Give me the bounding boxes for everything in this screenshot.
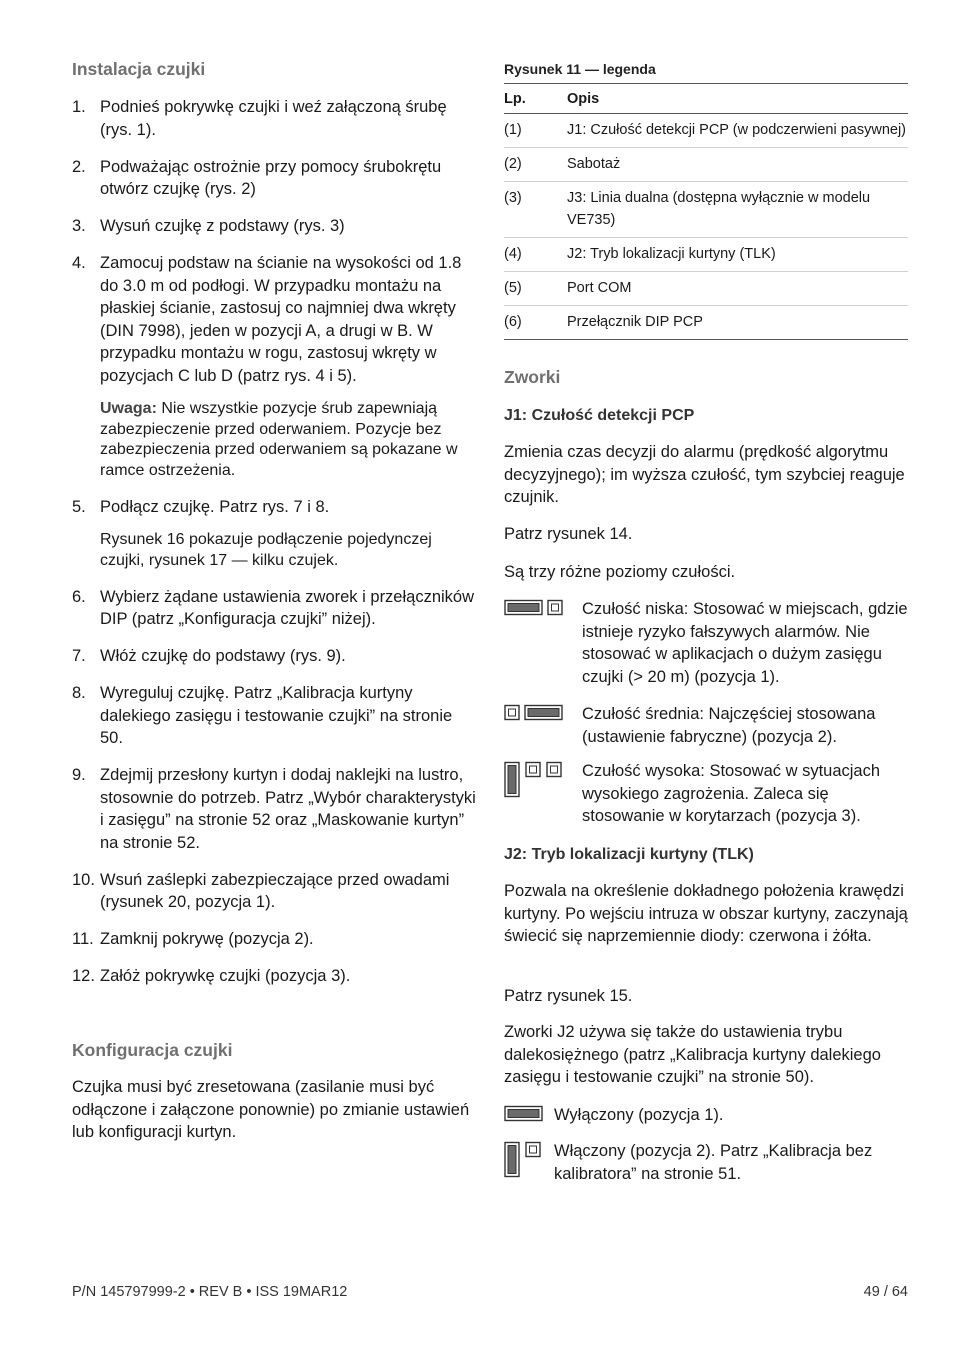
j2-long-range-text: Zworki J2 używa się także do ustawienia trybu dalekosiężnego (patrz „Kalibracja kurtyny dalekiego zasięgu i testowanie czujki” na stronie 50). (504, 1023, 881, 1086)
section-heading-configuration: Konfiguracja czujki (72, 1040, 233, 1060)
mounting-note: Uwaga: Nie wszystkie pozycje śrub zapewniają zabezpieczenie przed oderwaniem. Pozycje bez zabezpieczenia przed oderwaniem są pokazane w ramce ostrzeżenia. (100, 400, 458, 479)
wiring-note: Rysunek 16 pokazuje podłączenie pojedynczej czujki, rysunek 17 — kilku czujek. (100, 531, 432, 569)
j1-option-text: Czułość niska: Stosować w miejscach, gdzie istnieje ryzyko fałszywych alarmów. Nie stosować w aplikacjach o dużym zasięgu czujki (> 20 m) (pozycja 1). (582, 600, 908, 686)
table-header-row (504, 84, 908, 114)
list-item: 2. Podważając ostrożnie przy pomocy śrubokrętu otwórz czujkę (rys. 2) (72, 157, 442, 198)
list-item: 1. Podnieś pokrywkę czujki i weź załączoną śrubę (rys. 1). (72, 98, 447, 139)
j2-description: Pozwala na określenie dokładnego położenia krawędzi kurtyny. Po wejściu intruza w obszar kurtyny, zaczynają świecić się naprzemiennie diody: czerwona i żółta. (504, 882, 908, 945)
list-item: 5. Podłącz czujkę. Patrz rys. 7 i 8. Rysunek 16 pokazuje podłączenie pojedynczej czujki, rysunek 17 — kilku czujek. (72, 496, 476, 572)
jumper-off-icon (504, 1104, 544, 1124)
j1-figure-ref: Patrz rysunek 14. (504, 525, 633, 543)
jumper-low-icon (504, 598, 564, 618)
figure-caption: Rysunek 11 — legenda (504, 61, 656, 77)
table-row: (6) Przełącznik DIP PCP (504, 306, 908, 340)
legend-table (504, 83, 908, 340)
j2-option-text: Wyłączony (pozycja 1). (554, 1106, 724, 1124)
list-item: 6. Wybierz żądane ustawienia zworek i przełączników DIP (patrz „Konfiguracja czujki” niżej). (72, 587, 475, 628)
configuration-text: Czujka musi być zresetowana (zasilanie musi być odłączone i załączone ponownie) po zmianie ustawień lub konfiguracji kurtyn. (72, 1078, 470, 1141)
j2-option-text: Włączony (pozycja 2). Patrz „Kalibracja bez kalibratora” na stronie 51. (554, 1142, 873, 1183)
list-item: 11. Zamknij pokrywę (pozycja 2). (72, 930, 314, 948)
table-row: (1) J1: Czułość detekcji PCP (w podczerwieni pasywnej) (504, 114, 908, 148)
footer-page-number: 49 / 64 (863, 1284, 908, 1300)
list-item: 4. Zamocuj podstaw na ścianie na wysokości od 1.8 do 3.0 m od podłogi. W przypadku montażu na płaskiej ścianie, zastosuj co najmniej dwa wkręty (DIN 7998), jeden w pozycji A, a drugi w B. W przypadku montażu w rogu, zastosuj wkręty w pozycjach C lub D (patrz rys. 4 i 5). Uwaga: Nie wszystkie pozycje śrub zapewniają zabezpieczenie przed oderwaniem. Pozycje bez zabezpieczenia przed oderwaniem są pokazane w ramce ostrzeżenia. (72, 252, 476, 481)
j1-description: Zmienia czas decyzji do alarmu (prędkość algorytmu decyzyjnego); im wyższa czułość, tym szybciej reaguje czujnik. (504, 443, 905, 506)
table-row: (5) Port COM (504, 272, 908, 306)
j1-option-text: Czułość średnia: Najczęściej stosowana (ustawienie fabryczne) (pozycja 2). (582, 705, 876, 746)
j1-levels-intro: Są trzy różne poziomy czułości. (504, 563, 736, 581)
subheading-j2: J2: Tryb lokalizacji kurtyny (TLK) (504, 846, 754, 863)
column-header-number: Lp. (504, 84, 567, 114)
table-row: (4) J2: Tryb lokalizacji kurtyny (TLK) (504, 238, 908, 272)
subheading-j1: J1: Czułość detekcji PCP (504, 407, 695, 424)
list-item: 9. Zdejmij przesłony kurtyn i dodaj naklejki na lustro, stosownie do potrzeb. Patrz „Wybór charakterystyki i zasięgu” na stronie 52 oraz „Maskowanie kurtyn” na stronie 52. (72, 766, 476, 852)
list-item: 10. Wsuń zaślepki zabezpieczające przed owadami (rysunek 20, pozycja 1). (72, 870, 450, 911)
section-heading-jumpers: Zworki (504, 367, 561, 387)
section-heading-installation: Instalacja czujki (72, 59, 206, 79)
jumper-medium-icon (504, 703, 564, 723)
j1-option-text: Czułość wysoka: Stosować w sytuacjach wysokiego zagrożenia. Zaleca się stosowanie w korytarzach (pozycja 3). (582, 762, 881, 825)
table-row: (2) Sabotaż (504, 148, 908, 182)
jumper-on-icon (504, 1140, 544, 1180)
column-header-description: Opis (567, 84, 908, 114)
jumper-high-icon (504, 760, 564, 800)
footer-part-number: P/N 145797999-2 • REV B • ISS 19MAR12 (72, 1284, 348, 1300)
table-row: (3) J3: Linia dualna (dostępna wyłącznie w modelu VE735) (504, 182, 908, 238)
list-item: 7. Włóż czujkę do podstawy (rys. 9). (72, 647, 346, 665)
installation-steps (72, 96, 476, 1002)
list-item: 8. Wyreguluj czujkę. Patrz „Kalibracja kurtyny dalekiego zasięgu i testowanie czujki” na stronie 50. (72, 684, 453, 747)
j2-figure-ref: Patrz rysunek 15. (504, 987, 633, 1005)
list-item: 12. Załóż pokrywkę czujki (pozycja 3). (72, 967, 351, 985)
list-item: 3. Wysuń czujkę z podstawy (rys. 3) (72, 217, 345, 235)
